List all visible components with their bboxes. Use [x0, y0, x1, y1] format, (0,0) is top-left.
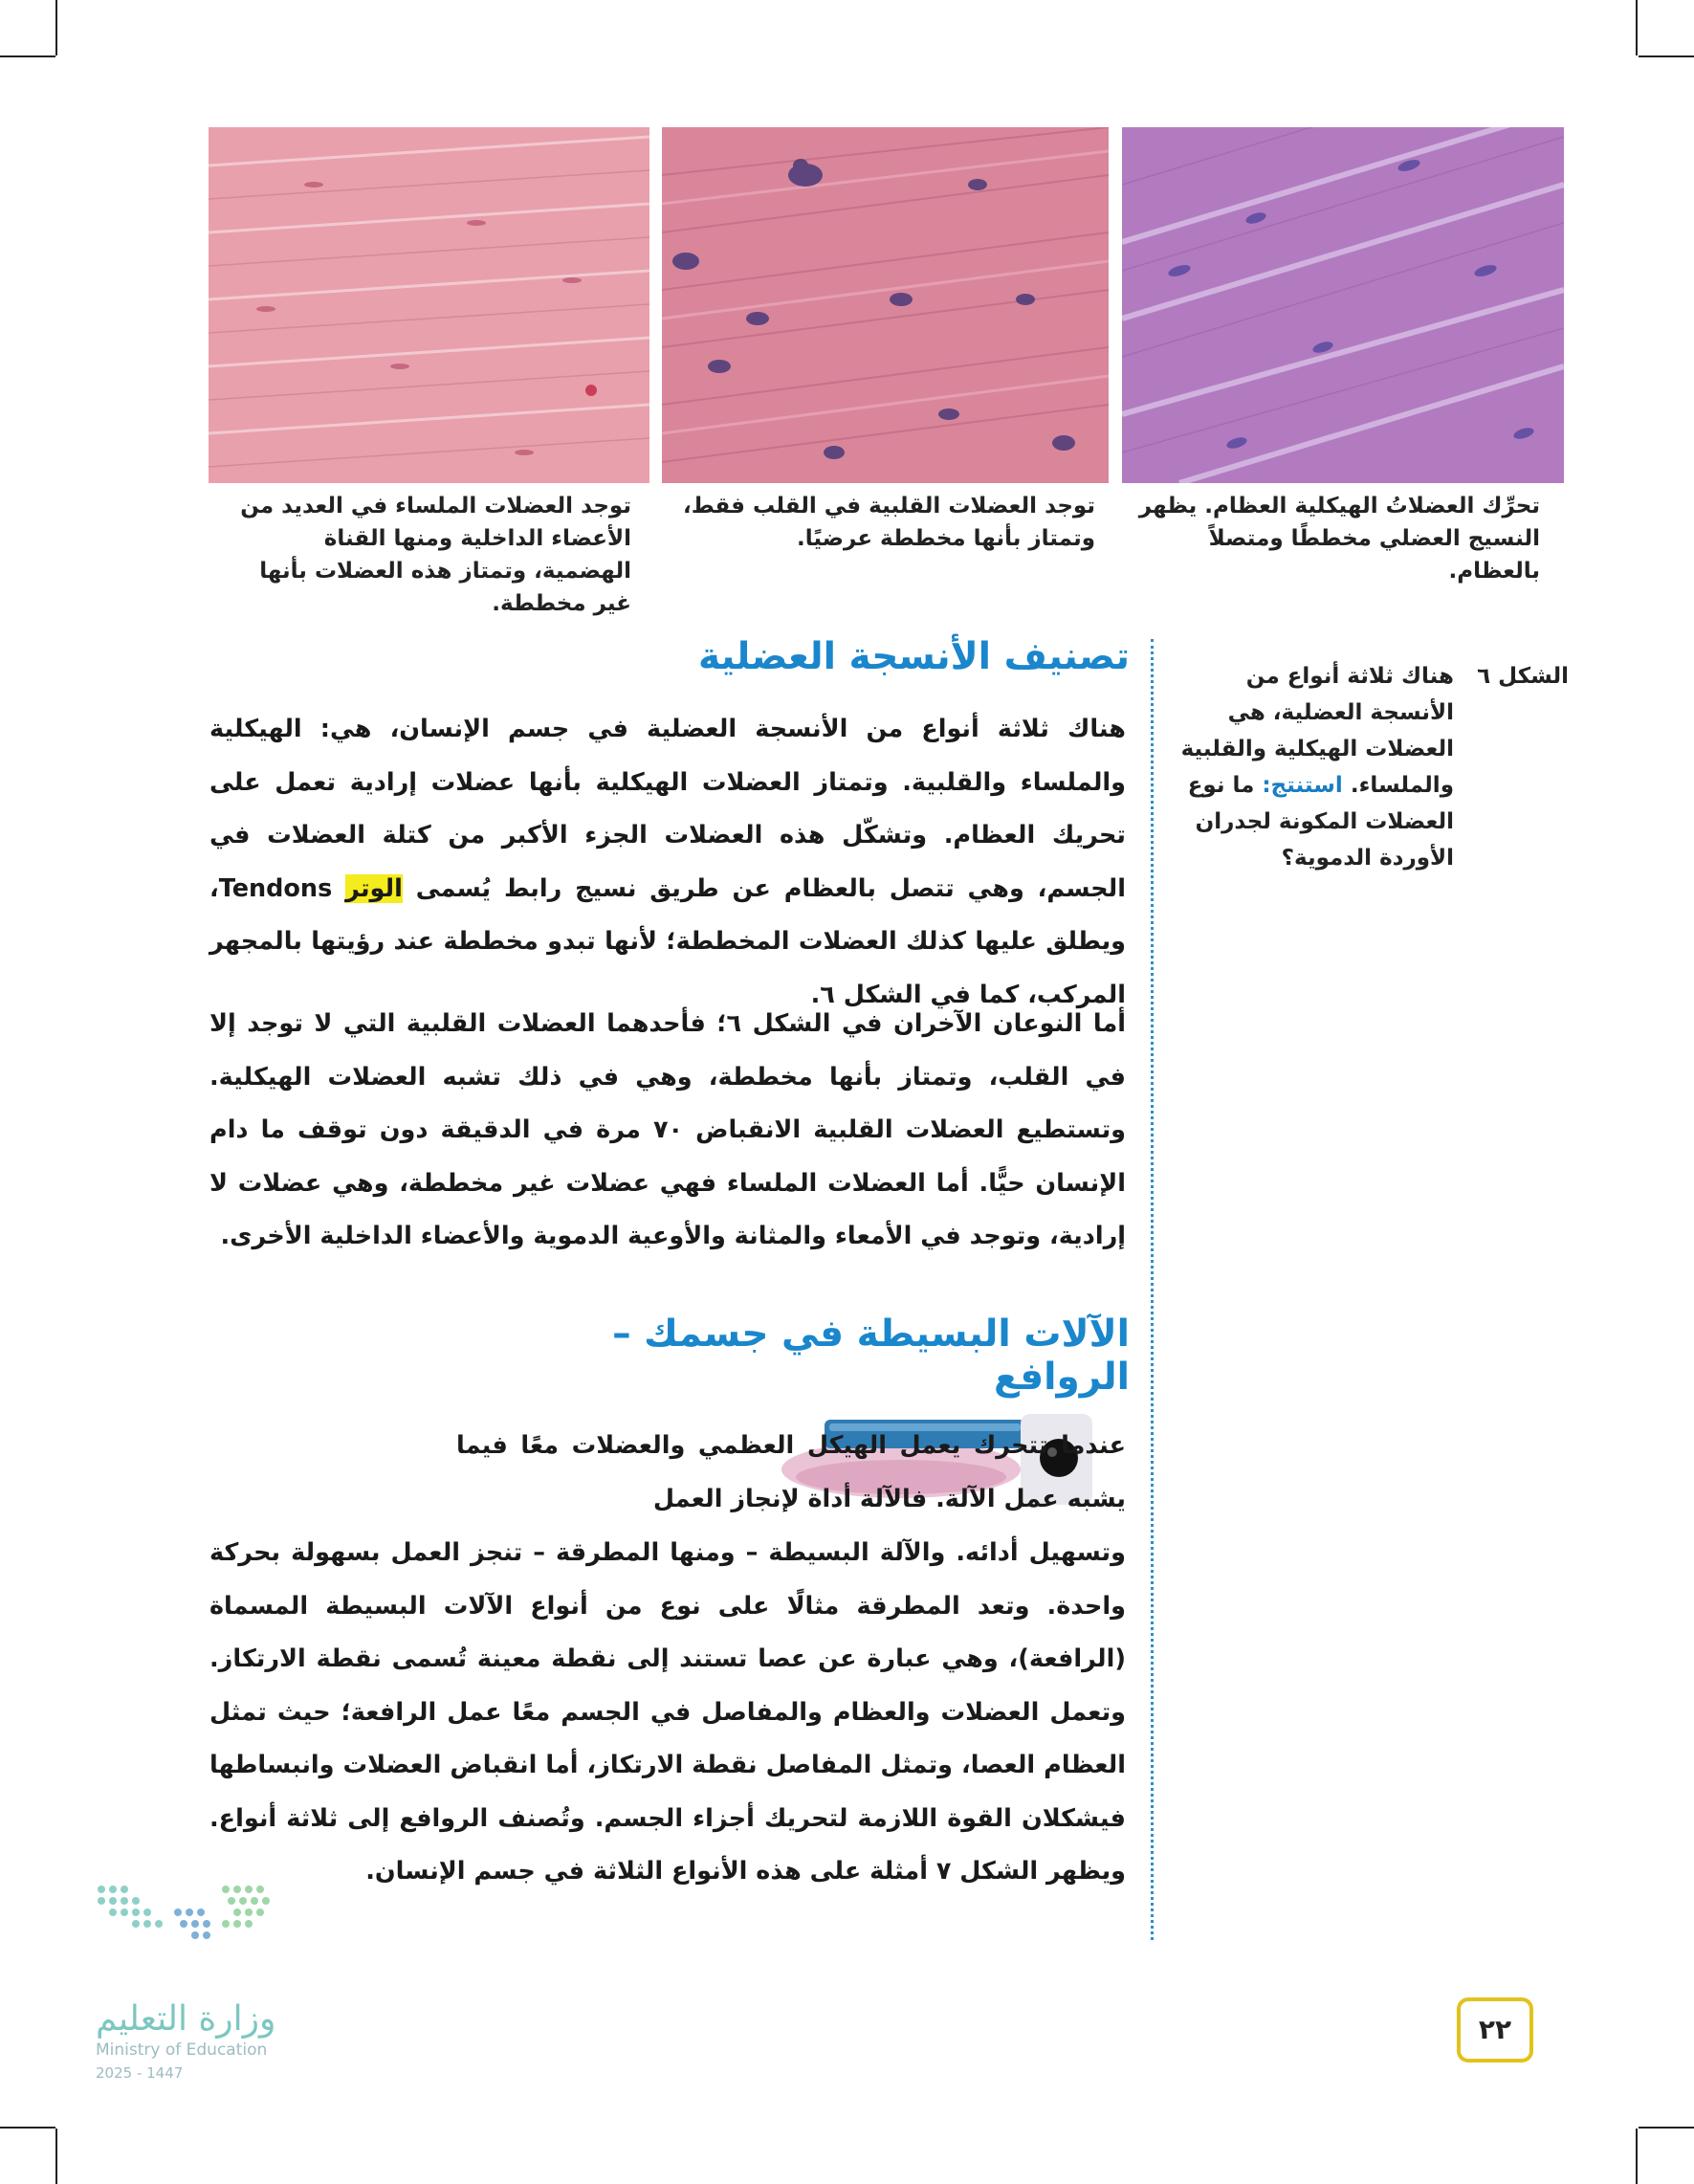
figure-6-sidebar	[1157, 658, 1569, 876]
ministry-name-arabic: وزارة التعليم	[96, 1999, 276, 2039]
figure-description	[1157, 658, 1454, 876]
crop-mark	[55, 0, 57, 55]
paragraph-text: Tendons، ويطلق عليها كذلك العضلات المخططة؛ لأنها تبدو مخططة عند رؤيتها بالمجهر المركب، كما في الشكل ٦.	[209, 873, 1126, 1009]
crop-mark	[1639, 55, 1694, 57]
paragraph-cardiac-smooth: أما النوعان الآخران في الشكل ٦؛ فأحدهما العضلات القلبية التي لا توجد إلا في القلب، وتمتاز بأنها مخططة، وهي في ذلك تشبه العضلات الهيكلية. وتستطيع العضلات القلبية الانقباض ٧٠ مرة في الدقيقة دون توقف ما دام الإنسان حيًّا. أما العضلات الملساء فهي عضلات غير مخططة، وهي عضلات لا إرادية، وتوجد في الأمعاء والمثانة والأوعية الدموية والأعضاء الداخلية الأخرى.	[209, 1009, 1126, 1250]
crop-mark	[1636, 2129, 1638, 2184]
ministry-name-english: Ministry of Education	[96, 2041, 268, 2060]
skeletal-muscle-micrograph	[1122, 127, 1564, 483]
caption-skeletal-muscle: تحرِّك العضلاتُ الهيكلية العظام. يظهر النسيج العضلي مخططًا ومتصلاً بالعظام.	[1138, 494, 1540, 584]
crop-mark	[0, 55, 55, 57]
page-number: ٢٢	[1457, 1997, 1533, 2063]
edition-year: 2025 - 1447	[96, 2064, 184, 2082]
highlighted-term-tendon: الوتر	[345, 873, 403, 903]
section-heading-muscle-classification: تصنيف الأنسجة العضلية	[698, 635, 1130, 678]
column-divider	[1151, 639, 1154, 1940]
caption-smooth-muscle: توجد العضلات الملساء في العديد من الأعضاء الداخلية ومنها القناة الهضمية، وتمتاز هذه العضلات بأنها غير مخططة.	[240, 494, 631, 616]
paragraph-lever-intro: عندما تتحرك يعمل الهيكل العظمي والعضلات معًا فيما يشبه عمل الآلة. فالآلة أداة لإنجاز العمل	[456, 1431, 1126, 1513]
smooth-muscle-micrograph	[209, 127, 649, 483]
crop-mark	[0, 2127, 55, 2129]
crop-mark	[1639, 2127, 1694, 2129]
caption-cardiac-muscle: توجد العضلات القلبية في القلب فقط، وتمتاز بأنها مخططة عرضيًا.	[682, 494, 1095, 551]
figure-label: الشكل ٦	[1477, 664, 1569, 689]
figure-text: هناك ثلاثة أنواع من الأنسجة العضلية، هي العضلات الهيكلية والقلبية والملساء.	[1180, 664, 1454, 798]
infer-label: استنتج:	[1262, 773, 1343, 798]
paragraph-text: هناك ثلاثة أنواع من الأنسجة العضلية في جسم الإنسان، هي: الهيكلية والملساء والقلبية. وتمتاز العضلات الهيكلية بأنها عضلات إرادية تعمل على تحريك العظام. وتشكّل هذه العضلات الجزء الأكبر من كتلة العضلات في الجسم، وهي تتصل بالعظام عن طريق نسيج رابط يُسمى	[209, 715, 1126, 903]
infer-question: ما نوع العضلات المكونة لجدران الأوردة الدموية؟	[1187, 773, 1454, 871]
paragraph-muscle-types	[209, 703, 1126, 1022]
crop-mark	[1636, 0, 1638, 55]
crop-mark	[55, 2129, 57, 2184]
paragraph-lever-explanation: وتسهيل أدائه. والآلة البسيطة – ومنها المطرقة – تنجز العمل بسهولة بحركة واحدة. وتعد المطرقة مثالًا على نوع من أنواع الآلات البسيطة المسماة (الرافعة)، وهي عبارة عن عصا تستند إلى نقطة معينة تُسمى نقطة الارتكاز. وتعمل العضلات والعظام والمفاصل في الجسم معًا عمل الرافعة؛ حيث تمثل العظام العصا، وتمثل المفاصل نقطة الارتكاز، أما انقباض العضلات وانبساطها فيشكلان القوة اللازمة لتحريك أجزاء الجسم. وتُصنف الروافع إلى ثلاثة أنواع. ويظهر الشكل ٧ أمثلة على هذه الأنواع الثلاثة في جسم الإنسان.	[209, 1538, 1126, 1886]
cardiac-muscle-micrograph	[662, 127, 1109, 483]
section-heading-simple-machines: الآلات البسيطة في جسمك – الروافع	[612, 1313, 1130, 1399]
